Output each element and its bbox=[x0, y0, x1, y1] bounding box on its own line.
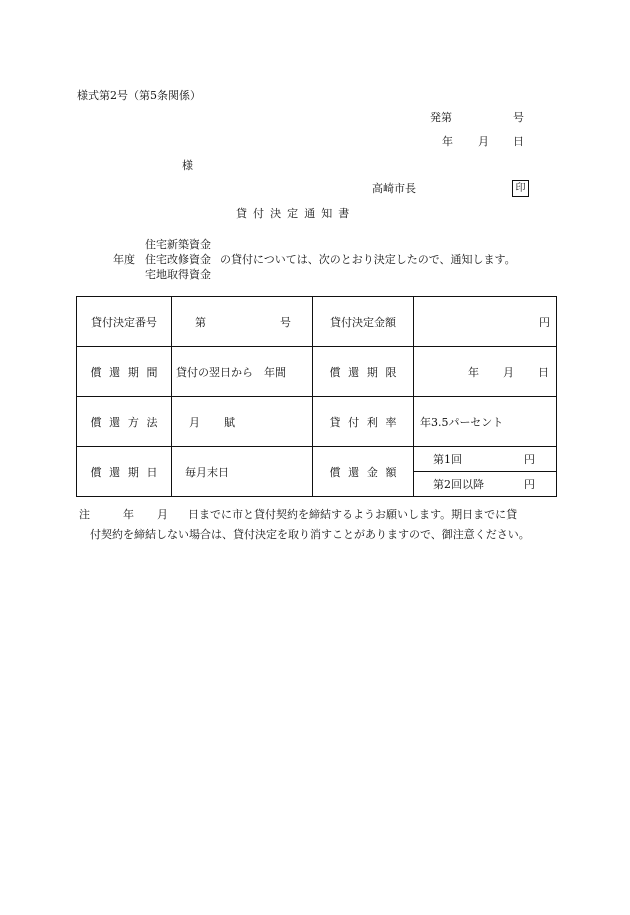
value-decision-amount: 円 bbox=[414, 297, 557, 347]
table-row bbox=[77, 397, 557, 447]
label-decision-number: 貸付決定番号 bbox=[77, 297, 172, 347]
form-number: 様式第2号（第5条関係） bbox=[77, 89, 201, 102]
label-interest-rate: 貸付利率 bbox=[313, 397, 414, 447]
label-repayment-method: 償還方法 bbox=[77, 397, 172, 447]
document-number-prefix: 発第 bbox=[430, 111, 452, 124]
note-line-2: 付契約を締結しない場合は、貸付決定を取り消すことがありますので、御注意ください。 bbox=[90, 528, 530, 541]
note-text-1: 日までに市と貸付契約を締結するようお願いします。期日までに貸 bbox=[188, 508, 518, 521]
note-year: 年 bbox=[123, 508, 134, 521]
addressee-suffix: 様 bbox=[182, 159, 193, 172]
note-month: 月 bbox=[157, 508, 168, 521]
first-payment-label: 第1回 bbox=[433, 453, 462, 466]
value-repayment-date: 毎月末日 bbox=[172, 447, 313, 497]
fund-type-renovation: 住宅改修資金 bbox=[145, 253, 211, 266]
fiscal-year-label: 年度 bbox=[113, 253, 135, 266]
value-repayment-amount bbox=[414, 447, 557, 497]
value-decision-number: 第 号 bbox=[172, 297, 313, 347]
later-payment-label: 第2回以降 bbox=[433, 478, 484, 491]
label-repayment-deadline: 償還期限 bbox=[313, 347, 414, 397]
issue-date-month: 月 bbox=[478, 135, 489, 148]
label-decision-amount: 貸付決定金額 bbox=[313, 297, 414, 347]
later-payment-unit: 円 bbox=[524, 478, 535, 491]
notice-note bbox=[79, 505, 559, 545]
loan-decision-table bbox=[76, 296, 557, 497]
seal-stamp: 印 bbox=[512, 180, 529, 197]
value-repayment-period: 貸付の翌日から 年間 bbox=[172, 347, 313, 397]
table-row bbox=[77, 447, 557, 497]
fund-type-land-acquisition: 宅地取得資金 bbox=[145, 268, 211, 281]
note-prefix: 注 bbox=[79, 508, 90, 521]
table-row bbox=[77, 297, 557, 347]
first-payment-row bbox=[414, 447, 556, 471]
later-payment-row bbox=[414, 471, 556, 496]
document-title: 貸付決定通知書 bbox=[236, 207, 356, 220]
note-line-1 bbox=[79, 505, 559, 525]
label-repayment-period: 償還期間 bbox=[77, 347, 172, 397]
issue-date-year: 年 bbox=[442, 135, 453, 148]
value-repayment-method: 月 賦 bbox=[172, 397, 313, 447]
value-repayment-deadline: 年 月 日 bbox=[414, 347, 557, 397]
fund-type-new-construction: 住宅新築資金 bbox=[145, 238, 211, 251]
first-payment-unit: 円 bbox=[524, 453, 535, 466]
value-interest-rate: 年3.5パーセント bbox=[414, 397, 557, 447]
intro-body: の貸付については、次のとおり決定したので、通知します。 bbox=[220, 253, 516, 266]
document-number-suffix: 号 bbox=[513, 111, 524, 124]
issue-date-day: 日 bbox=[513, 135, 524, 148]
label-repayment-date: 償還期日 bbox=[77, 447, 172, 497]
label-repayment-amount: 償還金額 bbox=[313, 447, 414, 497]
table-row bbox=[77, 347, 557, 397]
issuer-name: 高崎市長 bbox=[372, 182, 416, 195]
